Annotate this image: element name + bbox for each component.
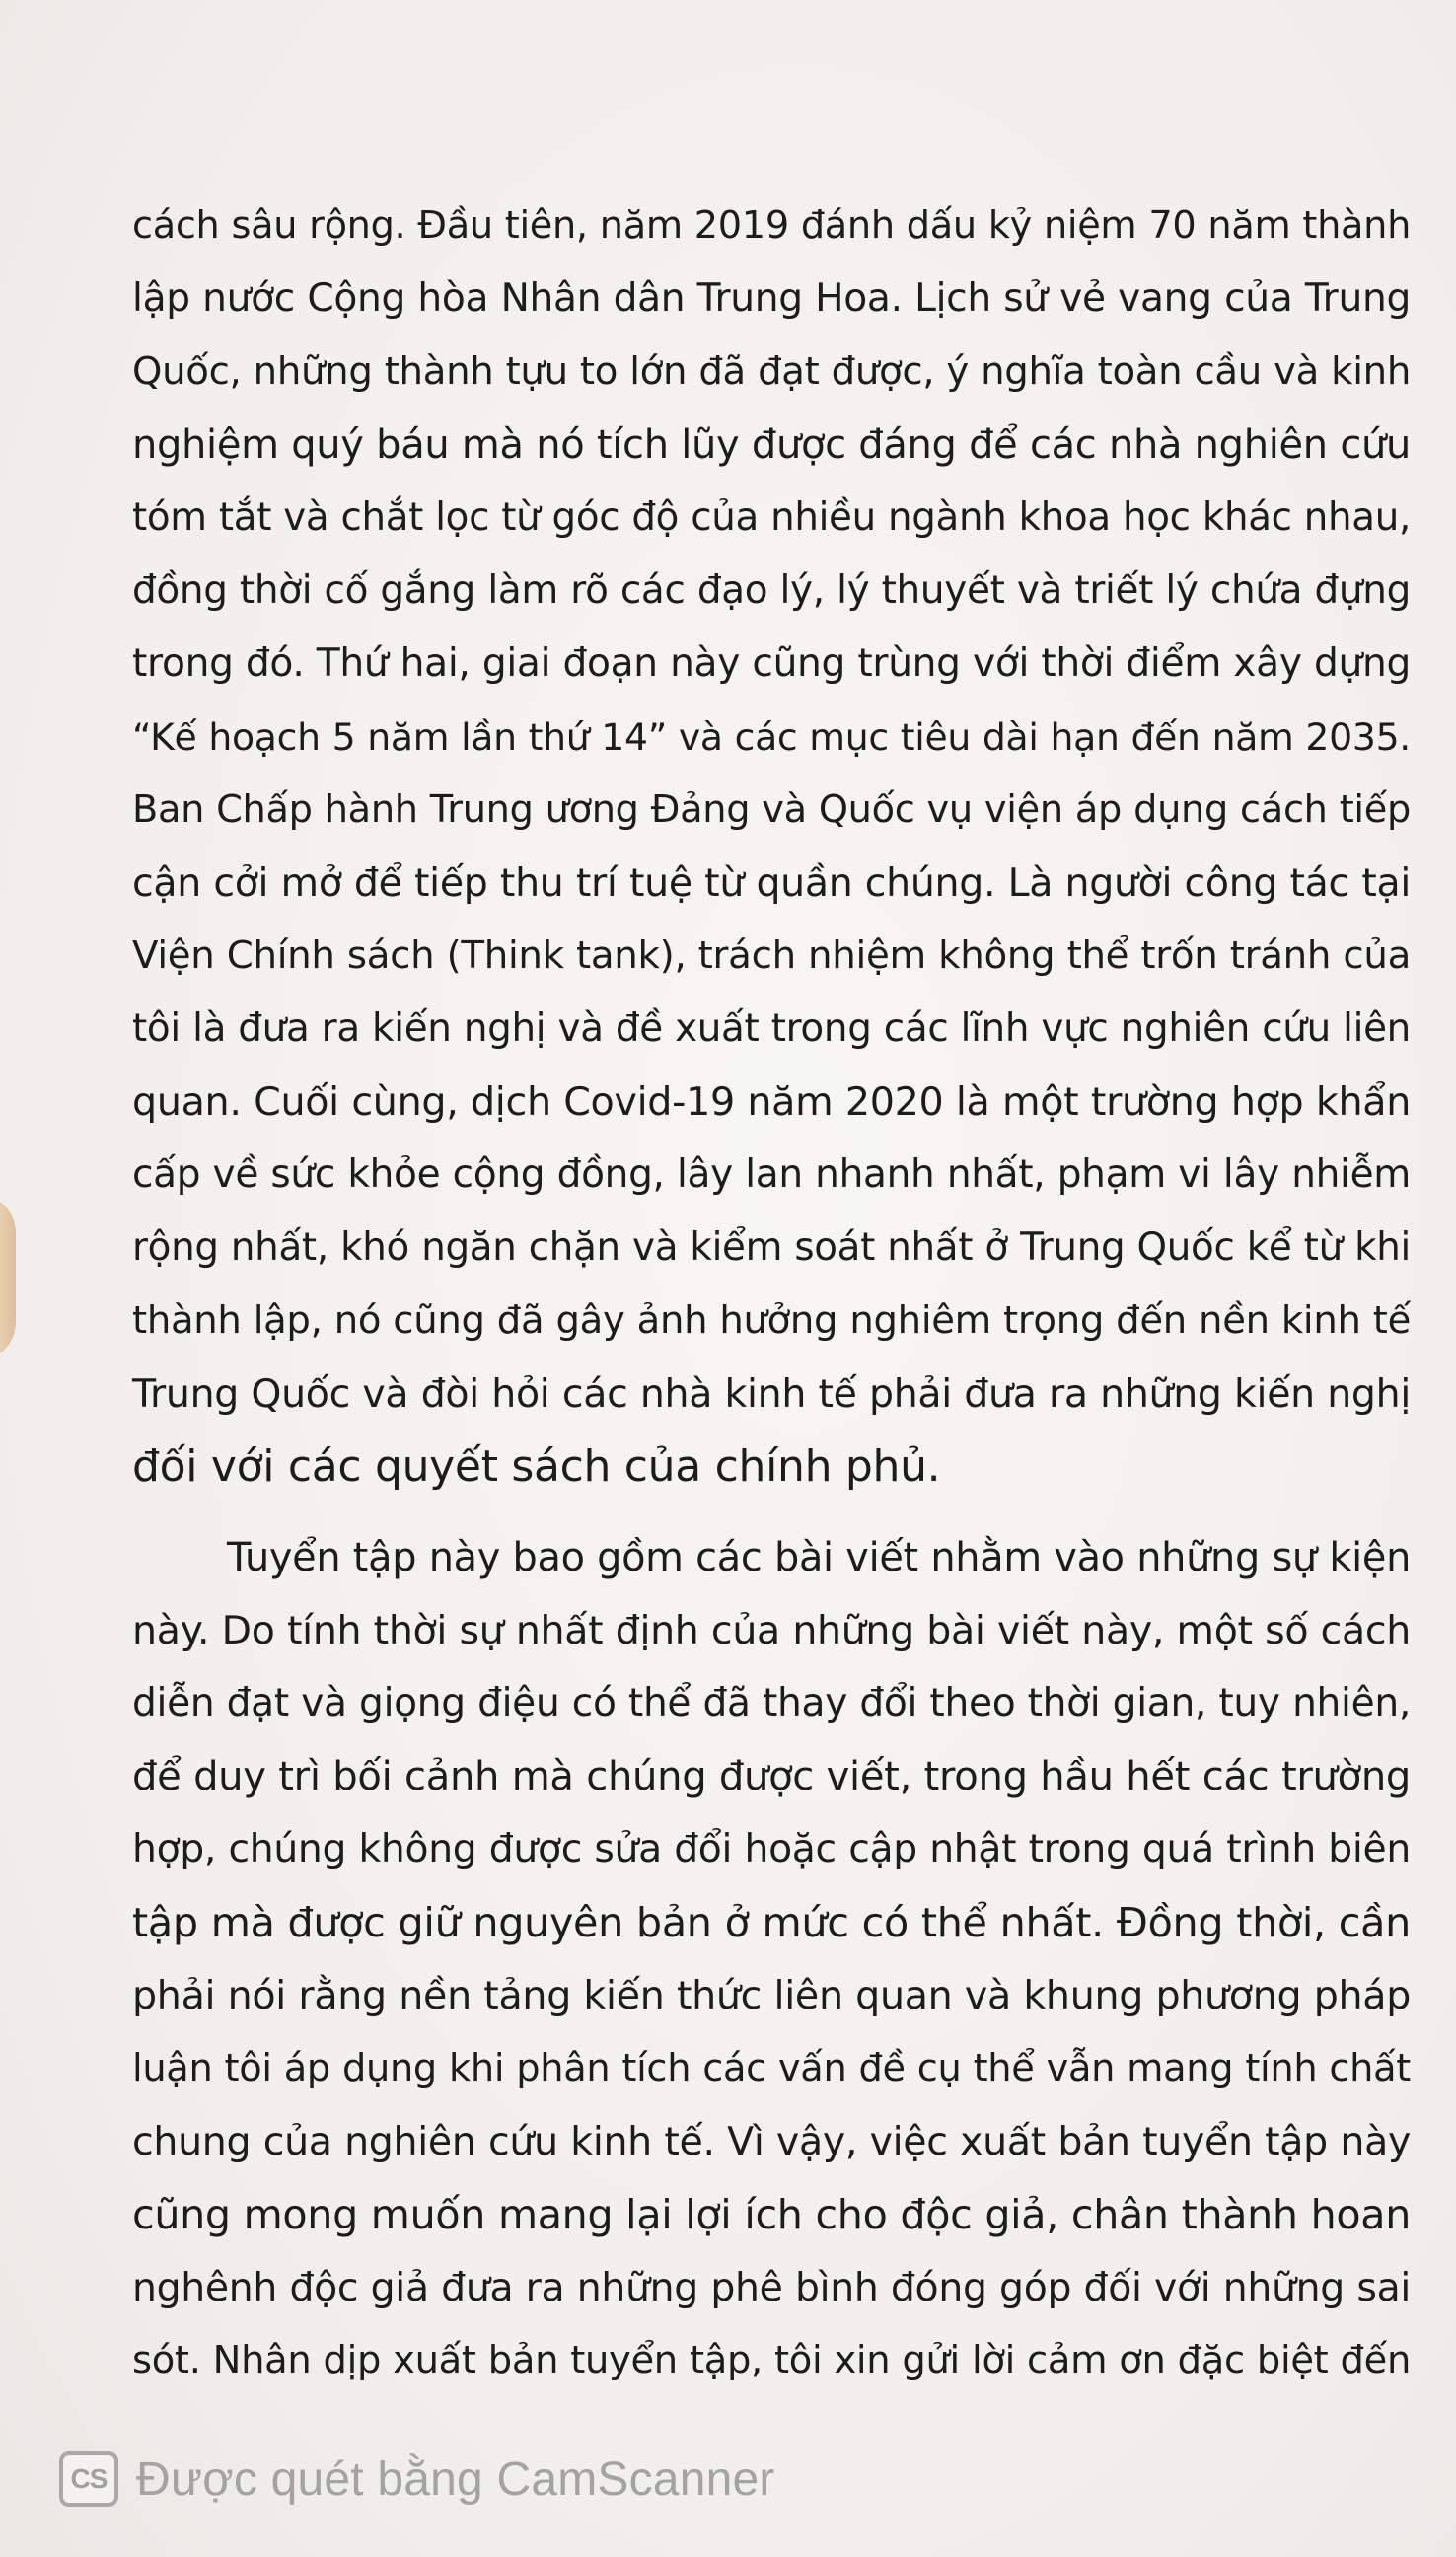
watermark-text: Được quét bằng CamScanner: [136, 2452, 775, 2506]
text-line: tôi là đưa ra kiến nghị và đề xuất trong các lĩnh vực nghiên cứu liên: [132, 1006, 1411, 1051]
text-line: Trung Quốc và đòi hỏi các nhà kinh tế phải đưa ra những kiến nghị: [132, 1371, 1411, 1417]
text-line: cận cởi mở để tiếp thu trí tuệ từ quần chúng. Là người công tác tại: [132, 860, 1411, 906]
text-line: cấp về sức khỏe cộng đồng, lây lan nhanh nhất, phạm vi lây nhiễm: [132, 1152, 1411, 1197]
text-line: rộng nhất, khó ngăn chặn và kiểm soát nhất ở Trung Quốc kể từ khi: [132, 1225, 1411, 1270]
text-line: cách sâu rộng. Đầu tiên, năm 2019 đánh dấu kỷ niệm 70 năm thành: [132, 204, 1411, 248]
text-line: sót. Nhân dịp xuất bản tuyển tập, tôi xin gửi lời cảm ơn đặc biệt đến: [132, 2338, 1411, 2382]
text-line: phải nói rằng nền tảng kiến thức liên quan và khung phương pháp: [132, 1973, 1411, 2018]
camscanner-logo-text: CS: [70, 2463, 108, 2494]
text-line: Quốc, những thành tựu to lớn đã đạt được, ý nghĩa toàn cầu và kinh: [132, 349, 1411, 394]
text-line: tóm tắt và chắt lọc từ góc độ của nhiều ngành khoa học khác nhau,: [132, 495, 1411, 540]
text-line: nghiệm quý báu mà nó tích lũy được đáng để các nhà nghiên cứu: [132, 422, 1411, 468]
text-line: lập nước Cộng hòa Nhân dân Trung Hoa. Lịch sử vẻ vang của Trung: [132, 276, 1411, 321]
text-line: này. Do tính thời sự nhất định của những bài viết này, một số cách: [132, 1608, 1411, 1653]
text-line: tập mà được giữ nguyên bản ở mức có thể nhất. Đồng thời, cần: [132, 1899, 1411, 1946]
text-line: quan. Cuối cùng, dịch Covid-19 năm 2020 là một trường hợp khẩn: [132, 1079, 1411, 1125]
camscanner-logo-icon: [59, 2451, 118, 2507]
text-line: đồng thời cố gắng làm rõ các đạo lý, lý thuyết và triết lý chứa đựng: [132, 568, 1411, 613]
text-line: Tuyển tập này bao gồm các bài viết nhằm vào những sự kiện: [227, 1535, 1411, 1580]
text-line: “Kế hoạch 5 năm lần thứ 14” và các mục tiêu dài hạn đến năm 2035.: [132, 715, 1411, 759]
text-line: Ban Chấp hành Trung ương Đảng và Quốc vụ viện áp dụng cách tiếp: [132, 787, 1411, 832]
text-line: nghênh độc giả đưa ra những phê bình đóng góp đối với những sai: [132, 2265, 1411, 2310]
body-text: [132, 189, 1411, 2397]
text-line: trong đó. Thứ hai, giai đoạn này cũng trùng với thời điểm xây dựng: [132, 641, 1411, 686]
text-line: luận tôi áp dụng khi phân tích các vấn đề cụ thể vẫn mang tính chất: [132, 2046, 1411, 2090]
thumb-shadow: [0, 1194, 16, 1361]
text-line: đối với các quyết sách của chính phủ.: [132, 1441, 941, 1492]
text-line: hợp, chúng không được sửa đổi hoặc cập nhật trong quá trình biên: [132, 1827, 1411, 1871]
text-line: diễn đạt và giọng điệu có thể đã thay đổi theo thời gian, tuy nhiên,: [132, 1681, 1411, 1725]
paragraph-1: [132, 189, 1411, 1503]
text-line: thành lập, nó cũng đã gây ảnh hưởng nghiêm trọng đến nền kinh tế: [132, 1298, 1411, 1343]
text-line: để duy trì bối cảnh mà chúng được viết, trong hầu hết các trường: [132, 1754, 1411, 1799]
text-line: chung của nghiên cứu kinh tế. Vì vậy, việc xuất bản tuyển tập này: [132, 2119, 1411, 2164]
paragraph-2: [132, 1521, 1411, 2397]
text-line: Viện Chính sách (Think tank), trách nhiệm không thể trốn tránh của: [132, 933, 1411, 978]
camscanner-watermark: [59, 2445, 775, 2514]
text-line: cũng mong muốn mang lại lợi ích cho độc giả, chân thành hoan: [132, 2191, 1411, 2238]
